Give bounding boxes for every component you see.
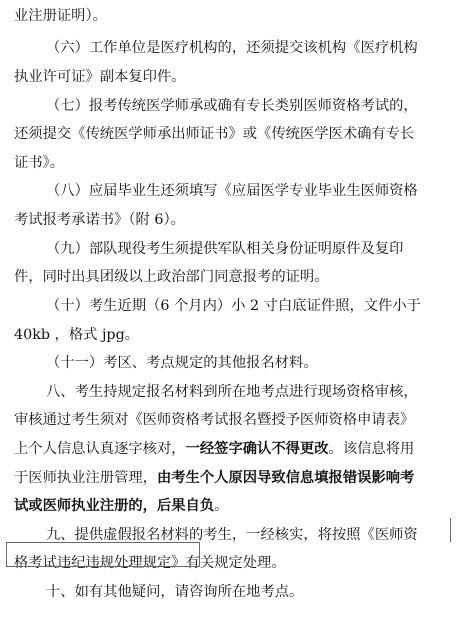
- text-line: [14, 6, 465, 26]
- highlight-box-edge: [450, 518, 451, 542]
- text-run: 。该信息将用: [328, 441, 415, 457]
- text-line: [14, 439, 465, 459]
- bold-text-run: 试或医师执业注册的，后果自负: [14, 498, 215, 514]
- text-run: （七）报考传统医学师承或确有专长类别医师资格考试的，: [46, 98, 418, 114]
- text-line: [14, 267, 465, 287]
- text-run: 考试报考承诺书》（附 6）。: [14, 212, 185, 228]
- text-run: 执业许可证》副本复印件。: [14, 69, 186, 85]
- text-run: 八、考生持规定报名材料到所在地考点进行现场资格审核，: [46, 384, 418, 400]
- bold-text-run: 一经签字确认不得更改: [185, 441, 329, 457]
- text-run: 于医师执业注册管理，: [14, 470, 157, 486]
- text-line: [14, 153, 465, 173]
- text-run: 40kb ，格式 jpg。: [14, 327, 140, 343]
- text-run: （八）应届毕业生还须填写《应届医学专业毕业生医师资格: [46, 183, 418, 199]
- text-run: 上个人信息认真逐字核对，: [14, 441, 186, 457]
- text-line: [46, 382, 465, 402]
- text-line: [14, 468, 465, 488]
- text-line: [14, 67, 465, 87]
- text-line: [46, 96, 465, 116]
- bold-text-run: 由考生个人原因导致信息填报错误影响考: [156, 470, 415, 486]
- text-run: 。: [214, 498, 229, 514]
- text-line: [14, 325, 465, 345]
- text-run: （十一）考区、考点规定的其他报名材料。: [46, 355, 318, 371]
- text-run: 审核通过考生须对《医师资格考试报名暨授予医师资格申请表》: [14, 412, 415, 428]
- text-line: [14, 410, 465, 430]
- text-run: （十）考生近期（6 个月内）小 2 寸白底证件照，文件小于: [46, 298, 421, 314]
- text-run: 还须提交《传统医学师承出师证书》或《传统医学医术确有专长: [14, 126, 415, 142]
- text-run: 九、提供虚假报名材料的考生，一经核实，将按照《医师资: [46, 527, 418, 543]
- text-line: [46, 353, 465, 373]
- text-line: [46, 181, 465, 201]
- text-line: [14, 210, 465, 230]
- text-run: 十、如有其他疑问，请咨询所在地考点。: [46, 584, 304, 600]
- text-line: [46, 239, 465, 259]
- text-run: （九）部队现役考生须提供军队相关身份证明原件及复印: [46, 241, 404, 257]
- text-run: 有关规定处理。: [185, 555, 286, 571]
- text-line: [46, 38, 465, 58]
- text-run: （六）工作单位是医疗机构的，还须提交该机构《医疗机构: [46, 40, 418, 56]
- highlighted-text-run: 格考试违纪违规处理规定》: [14, 555, 186, 571]
- text-run: 件，同时出具团级以上政治部门同意报考的证明。: [14, 269, 329, 285]
- text-line: [14, 124, 465, 144]
- text-run: 证书》。: [14, 155, 65, 171]
- highlight-box: [6, 542, 200, 567]
- text-line: [46, 296, 465, 316]
- text-run: 业注册证明）。: [14, 8, 107, 24]
- text-line: [46, 582, 465, 602]
- text-line: [14, 496, 465, 516]
